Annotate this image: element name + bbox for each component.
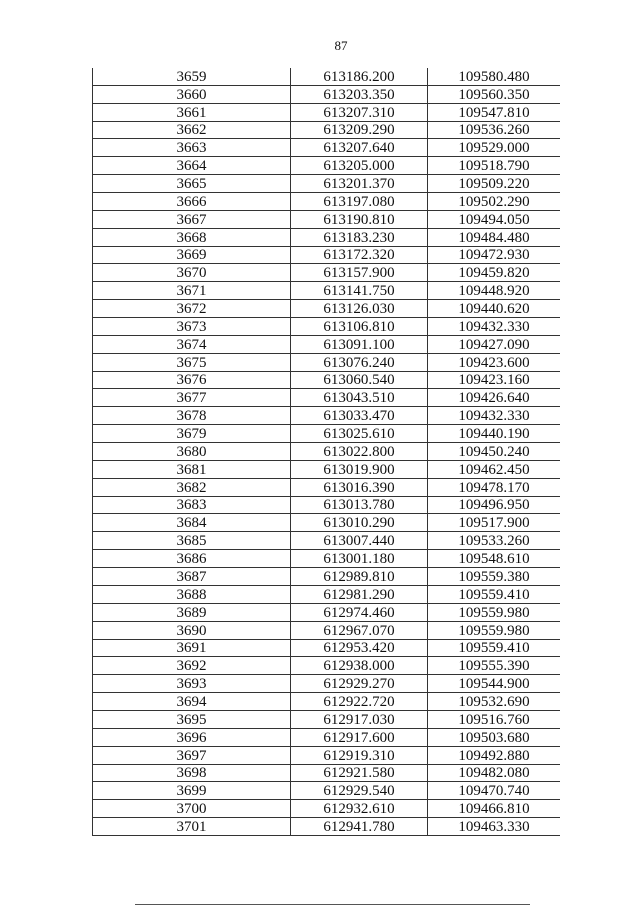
point-number-cell: 3699 — [93, 782, 291, 800]
x-coordinate-cell: 612929.540 — [291, 782, 428, 800]
table-row — [93, 425, 561, 443]
x-coordinate-cell: 613106.810 — [291, 318, 428, 336]
point-number-cell: 3669 — [93, 246, 291, 264]
x-coordinate-cell: 612922.720 — [291, 693, 428, 711]
table-row — [93, 318, 561, 336]
x-coordinate-cell: 612953.420 — [291, 639, 428, 657]
x-coordinate-cell: 613016.390 — [291, 478, 428, 496]
y-coordinate-cell: 109503.680 — [428, 728, 561, 746]
x-coordinate-cell: 612917.030 — [291, 710, 428, 728]
point-number-cell: 3671 — [93, 282, 291, 300]
point-number-cell: 3685 — [93, 532, 291, 550]
x-coordinate-cell: 612917.600 — [291, 728, 428, 746]
table-row — [93, 300, 561, 318]
x-coordinate-cell: 613001.180 — [291, 550, 428, 568]
table-row — [93, 550, 561, 568]
table-row — [93, 800, 561, 818]
point-number-cell: 3690 — [93, 621, 291, 639]
y-coordinate-cell: 109440.190 — [428, 425, 561, 443]
point-number-cell: 3663 — [93, 139, 291, 157]
x-coordinate-cell: 613205.000 — [291, 157, 428, 175]
x-coordinate-cell: 612932.610 — [291, 800, 428, 818]
x-coordinate-cell: 613126.030 — [291, 300, 428, 318]
y-coordinate-cell: 109509.220 — [428, 175, 561, 193]
x-coordinate-cell: 612938.000 — [291, 657, 428, 675]
table-row — [93, 175, 561, 193]
y-coordinate-cell: 109427.090 — [428, 335, 561, 353]
y-coordinate-cell: 109533.260 — [428, 532, 561, 550]
x-coordinate-cell: 613207.310 — [291, 103, 428, 121]
point-number-cell: 3688 — [93, 585, 291, 603]
table-row — [93, 210, 561, 228]
table-row — [93, 85, 561, 103]
x-coordinate-cell: 612921.580 — [291, 764, 428, 782]
point-number-cell: 3659 — [93, 68, 291, 85]
point-number-cell: 3686 — [93, 550, 291, 568]
x-coordinate-cell: 612941.780 — [291, 818, 428, 836]
table-row — [93, 353, 561, 371]
table-row — [93, 532, 561, 550]
table-row — [93, 139, 561, 157]
table-row — [93, 639, 561, 657]
x-coordinate-cell: 613197.080 — [291, 193, 428, 211]
table-row — [93, 282, 561, 300]
x-coordinate-cell: 613141.750 — [291, 282, 428, 300]
point-number-cell: 3661 — [93, 103, 291, 121]
x-coordinate-cell: 613019.900 — [291, 460, 428, 478]
y-coordinate-cell: 109516.760 — [428, 710, 561, 728]
y-coordinate-cell: 109426.640 — [428, 389, 561, 407]
x-coordinate-cell: 613190.810 — [291, 210, 428, 228]
y-coordinate-cell: 109559.980 — [428, 621, 561, 639]
x-coordinate-cell: 613207.640 — [291, 139, 428, 157]
point-number-cell: 3684 — [93, 514, 291, 532]
x-coordinate-cell: 613172.320 — [291, 246, 428, 264]
y-coordinate-cell: 109470.740 — [428, 782, 561, 800]
point-number-cell: 3670 — [93, 264, 291, 282]
x-coordinate-cell: 613010.290 — [291, 514, 428, 532]
y-coordinate-cell: 109463.330 — [428, 818, 561, 836]
table-row — [93, 443, 561, 461]
table-row — [93, 693, 561, 711]
y-coordinate-cell: 109432.330 — [428, 318, 561, 336]
y-coordinate-cell: 109448.920 — [428, 282, 561, 300]
point-number-cell: 3665 — [93, 175, 291, 193]
table-row — [93, 764, 561, 782]
y-coordinate-cell: 109518.790 — [428, 157, 561, 175]
table-row — [93, 103, 561, 121]
point-number-cell: 3683 — [93, 496, 291, 514]
x-coordinate-cell: 613157.900 — [291, 264, 428, 282]
table-row — [93, 407, 561, 425]
table-row — [93, 460, 561, 478]
table-row — [93, 371, 561, 389]
table-row — [93, 496, 561, 514]
y-coordinate-cell: 109462.450 — [428, 460, 561, 478]
point-number-cell: 3673 — [93, 318, 291, 336]
y-coordinate-cell: 109496.950 — [428, 496, 561, 514]
x-coordinate-cell: 612919.310 — [291, 746, 428, 764]
table-row — [93, 264, 561, 282]
y-coordinate-cell: 109502.290 — [428, 193, 561, 211]
point-number-cell: 3682 — [93, 478, 291, 496]
y-coordinate-cell: 109492.880 — [428, 746, 561, 764]
x-coordinate-cell: 613060.540 — [291, 371, 428, 389]
table-body — [93, 68, 561, 835]
y-coordinate-cell: 109580.480 — [428, 68, 561, 85]
point-number-cell: 3701 — [93, 818, 291, 836]
table-row — [93, 121, 561, 139]
table-row — [93, 335, 561, 353]
y-coordinate-cell: 109517.900 — [428, 514, 561, 532]
table-row — [93, 657, 561, 675]
y-coordinate-cell: 109432.330 — [428, 407, 561, 425]
table-row — [93, 603, 561, 621]
y-coordinate-cell: 109559.980 — [428, 603, 561, 621]
point-number-cell: 3692 — [93, 657, 291, 675]
x-coordinate-cell: 613022.800 — [291, 443, 428, 461]
table-row — [93, 246, 561, 264]
y-coordinate-cell: 109450.240 — [428, 443, 561, 461]
x-coordinate-cell: 613033.470 — [291, 407, 428, 425]
point-number-cell: 3677 — [93, 389, 291, 407]
x-coordinate-cell: 612929.270 — [291, 675, 428, 693]
point-number-cell: 3672 — [93, 300, 291, 318]
x-coordinate-cell: 613076.240 — [291, 353, 428, 371]
y-coordinate-cell: 109559.380 — [428, 568, 561, 586]
y-coordinate-cell: 109484.480 — [428, 228, 561, 246]
y-coordinate-cell: 109560.350 — [428, 85, 561, 103]
table-row — [93, 228, 561, 246]
point-number-cell: 3700 — [93, 800, 291, 818]
table-row — [93, 514, 561, 532]
table-row — [93, 746, 561, 764]
y-coordinate-cell: 109472.930 — [428, 246, 561, 264]
y-coordinate-cell: 109559.410 — [428, 585, 561, 603]
point-number-cell: 3676 — [93, 371, 291, 389]
y-coordinate-cell: 109544.900 — [428, 675, 561, 693]
point-number-cell: 3664 — [93, 157, 291, 175]
x-coordinate-cell: 612974.460 — [291, 603, 428, 621]
point-number-cell: 3680 — [93, 443, 291, 461]
x-coordinate-cell: 612989.810 — [291, 568, 428, 586]
coordinates-table — [92, 68, 560, 836]
x-coordinate-cell: 613183.230 — [291, 228, 428, 246]
x-coordinate-cell: 613007.440 — [291, 532, 428, 550]
table-row — [93, 621, 561, 639]
page-number: 87 — [334, 38, 348, 53]
x-coordinate-cell: 613201.370 — [291, 175, 428, 193]
point-number-cell: 3698 — [93, 764, 291, 782]
table-row — [93, 818, 561, 836]
x-coordinate-cell: 613013.780 — [291, 496, 428, 514]
y-coordinate-cell: 109555.390 — [428, 657, 561, 675]
point-number-cell: 3687 — [93, 568, 291, 586]
table-row — [93, 675, 561, 693]
point-number-cell: 3678 — [93, 407, 291, 425]
point-number-cell: 3681 — [93, 460, 291, 478]
table-row — [93, 68, 561, 85]
y-coordinate-cell: 109547.810 — [428, 103, 561, 121]
point-number-cell: 3691 — [93, 639, 291, 657]
y-coordinate-cell: 109548.610 — [428, 550, 561, 568]
table-row — [93, 585, 561, 603]
x-coordinate-cell: 613091.100 — [291, 335, 428, 353]
point-number-cell: 3674 — [93, 335, 291, 353]
table-row — [93, 568, 561, 586]
page-edge-line — [135, 904, 530, 905]
point-number-cell: 3668 — [93, 228, 291, 246]
y-coordinate-cell: 109423.600 — [428, 353, 561, 371]
x-coordinate-cell: 612967.070 — [291, 621, 428, 639]
x-coordinate-cell: 613209.290 — [291, 121, 428, 139]
y-coordinate-cell: 109529.000 — [428, 139, 561, 157]
table-row — [93, 710, 561, 728]
point-number-cell: 3696 — [93, 728, 291, 746]
point-number-cell: 3675 — [93, 353, 291, 371]
table-row — [93, 193, 561, 211]
x-coordinate-cell: 612981.290 — [291, 585, 428, 603]
y-coordinate-cell: 109478.170 — [428, 478, 561, 496]
y-coordinate-cell: 109440.620 — [428, 300, 561, 318]
point-number-cell: 3660 — [93, 85, 291, 103]
y-coordinate-cell: 109466.810 — [428, 800, 561, 818]
table-row — [93, 478, 561, 496]
y-coordinate-cell: 109532.690 — [428, 693, 561, 711]
y-coordinate-cell: 109423.160 — [428, 371, 561, 389]
point-number-cell: 3697 — [93, 746, 291, 764]
point-number-cell: 3667 — [93, 210, 291, 228]
point-number-cell: 3694 — [93, 693, 291, 711]
point-number-cell: 3689 — [93, 603, 291, 621]
table-row — [93, 728, 561, 746]
y-coordinate-cell: 109494.050 — [428, 210, 561, 228]
y-coordinate-cell: 109559.410 — [428, 639, 561, 657]
table-row — [93, 157, 561, 175]
x-coordinate-cell: 613186.200 — [291, 68, 428, 85]
y-coordinate-cell: 109482.080 — [428, 764, 561, 782]
x-coordinate-cell: 613025.610 — [291, 425, 428, 443]
y-coordinate-cell: 109459.820 — [428, 264, 561, 282]
y-coordinate-cell: 109536.260 — [428, 121, 561, 139]
table-row — [93, 389, 561, 407]
x-coordinate-cell: 613203.350 — [291, 85, 428, 103]
x-coordinate-cell: 613043.510 — [291, 389, 428, 407]
point-number-cell: 3693 — [93, 675, 291, 693]
point-number-cell: 3662 — [93, 121, 291, 139]
point-number-cell: 3679 — [93, 425, 291, 443]
point-number-cell: 3695 — [93, 710, 291, 728]
point-number-cell: 3666 — [93, 193, 291, 211]
table-row — [93, 782, 561, 800]
